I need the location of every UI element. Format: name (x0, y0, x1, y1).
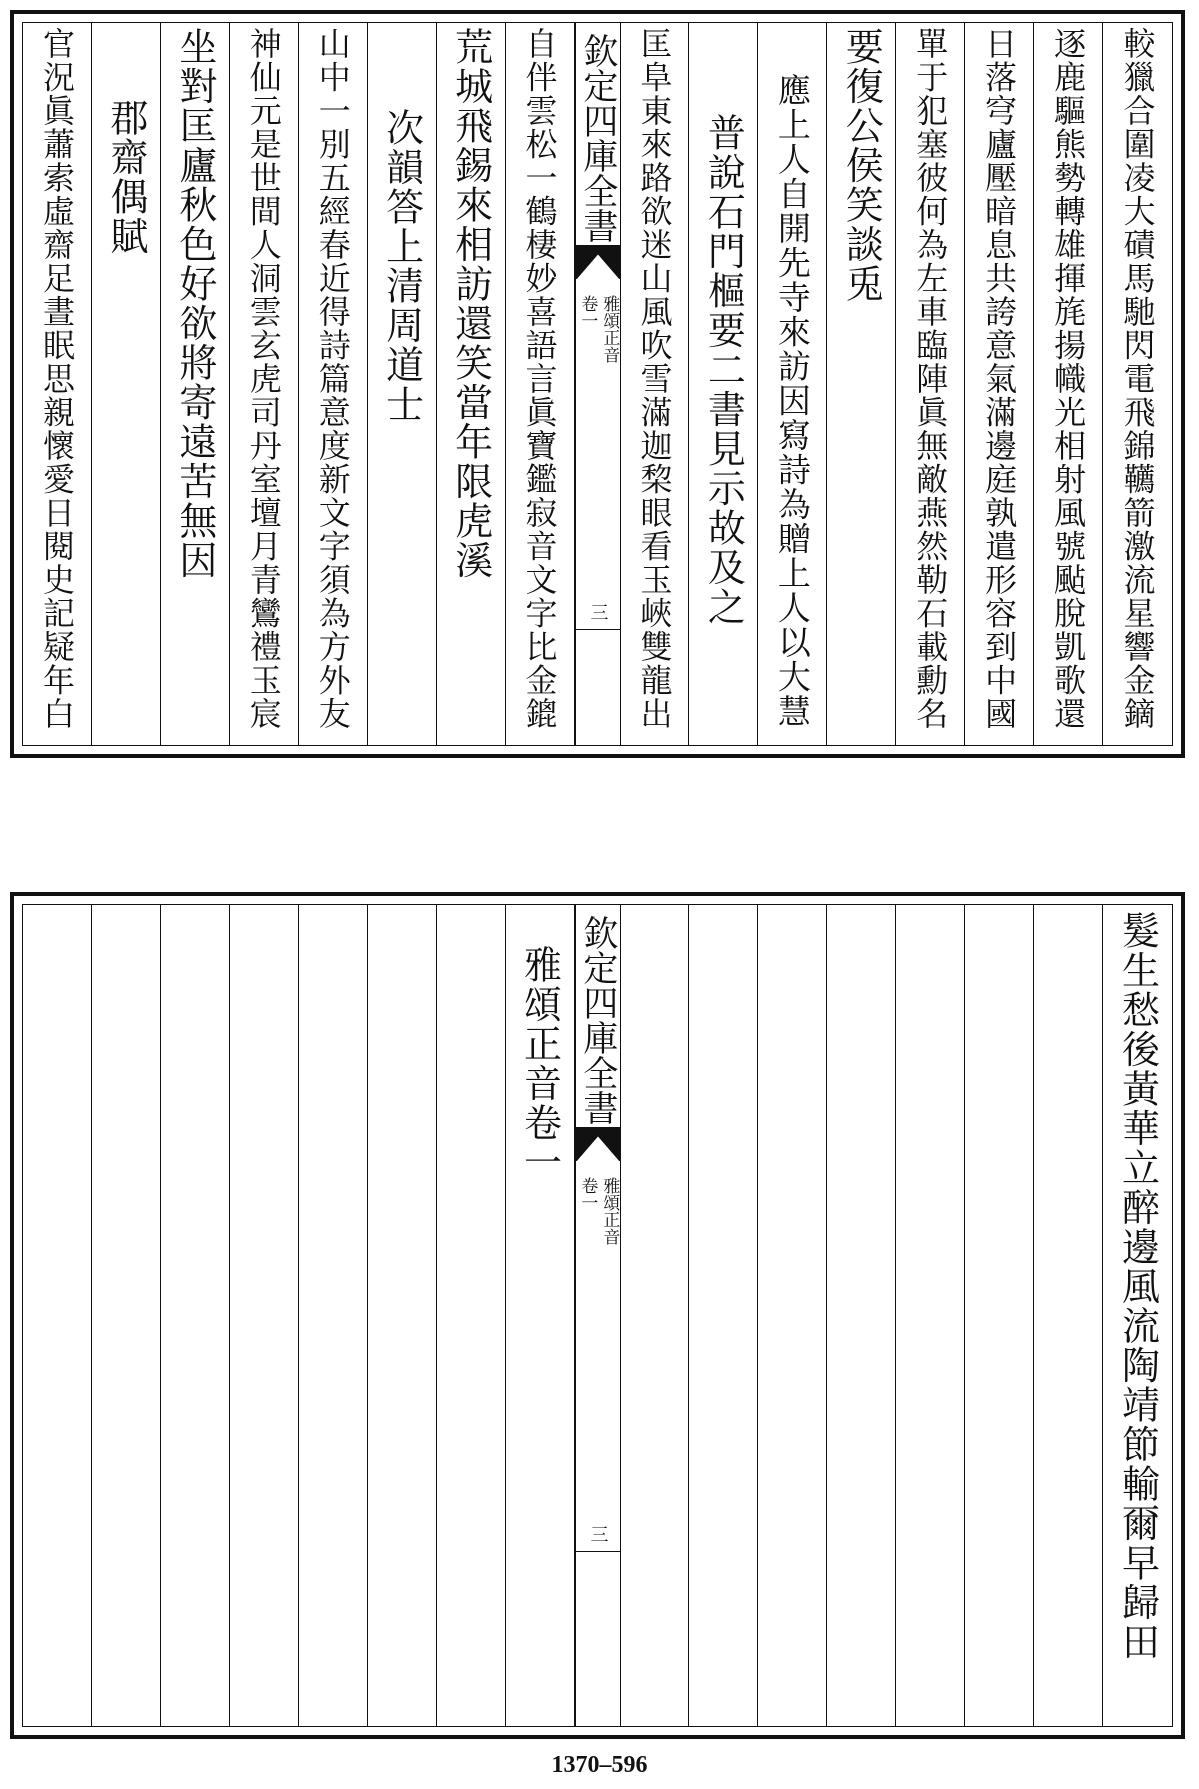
bottom-page (10, 892, 1185, 1739)
column-text: 逐鹿驅熊勢轉雄揮旄揚幟光相射風號颭脫凱歌還 (1049, 27, 1088, 731)
text-column (230, 23, 299, 745)
column-text: 髮生愁後黃華立醉邊風流陶靖節輸爾早歸田 (1115, 911, 1160, 1662)
column-text: 雅頌正音卷一 (517, 945, 562, 1182)
top-page-frame (22, 22, 1173, 746)
text-column (437, 905, 506, 1726)
column-text: 應上人自開先寺來訪因寫詩為贈上人以大慧 (772, 73, 812, 729)
text-column (92, 905, 161, 1726)
text-column (1034, 905, 1103, 1726)
center-fold-block (575, 905, 621, 1726)
text-column (299, 23, 368, 745)
collection-title: 欽定四庫全書 (577, 33, 618, 243)
text-column (758, 905, 827, 1726)
column-text: 普說石門樞要二書見示故及之 (701, 113, 746, 627)
text-column (161, 905, 230, 1726)
text-column (299, 905, 368, 1726)
text-column (621, 905, 690, 1726)
column-text: 自伴雲松一鶴棲妙喜語言眞寶鑑寂音文字比金鎞 (520, 27, 559, 731)
text-column (230, 905, 299, 1726)
text-column (506, 23, 575, 745)
book-name: 雅頌正音 (599, 1177, 620, 1245)
column-text: 郡齋偶賦 (103, 98, 148, 256)
volume-label: 卷一 (577, 1177, 598, 1211)
column-text: 次韻答上清周道士 (379, 108, 424, 424)
text-column (621, 23, 690, 745)
text-column (827, 23, 896, 745)
text-column (827, 905, 896, 1726)
column-text: 官況眞蕭索虛齋足晝眠思親懷愛日閱史記疑年白 (37, 27, 76, 731)
fish-tail-mark-icon (576, 1127, 620, 1161)
top-page (10, 10, 1185, 758)
column-text: 坐對匡廬秋色好欲將寄遠苦無因 (172, 27, 217, 580)
column-text: 單于犯塞彼何為左車臨陣眞無敵燕然勒石載勳名 (911, 27, 950, 731)
text-column (689, 23, 758, 745)
text-column (161, 23, 230, 745)
book-name: 雅頌正音 (599, 295, 620, 363)
bottom-page-frame (22, 904, 1173, 1727)
column-text: 日落穹廬壓暗息共誇意氣滿邊庭孰遣形容到中國 (980, 27, 1019, 731)
text-column (368, 23, 437, 745)
text-column (965, 23, 1034, 745)
leaf-number-rule (576, 629, 620, 630)
text-column (437, 23, 506, 745)
text-column (1103, 23, 1172, 745)
text-column (368, 905, 437, 1726)
leaf-number-rule (576, 1551, 620, 1552)
text-column (689, 905, 758, 1726)
leaf-number: 三 (587, 603, 609, 621)
text-column (23, 23, 92, 745)
column-text: 荒城飛錫來相訪還笑當年限虎溪 (448, 27, 493, 580)
text-column (896, 905, 965, 1726)
fish-tail-mark-icon (576, 245, 620, 279)
text-column (92, 23, 161, 745)
collection-title: 欽定四庫全書 (577, 915, 618, 1125)
text-column (506, 905, 575, 1726)
column-text: 要復公侯笑談兎 (839, 27, 884, 304)
column-text: 神仙元是世間人洞雲玄虎司丹室壇月青鸞禮玉宸 (244, 27, 283, 731)
column-text: 匡阜東來路欲迷山風吹雪滿迦棃眼看玉峽雙龍出 (635, 27, 674, 731)
leaf-number: 三 (587, 1525, 609, 1543)
text-column (1034, 23, 1103, 745)
volume-label: 卷一 (577, 295, 598, 329)
column-text: 較獵合圍凌大磧馬馳閃電飛錦韉箭激流星響金鏑 (1118, 27, 1157, 731)
column-text: 山中一別五經春近得詩篇意度新文字須為方外友 (313, 27, 352, 731)
page-footer-number: 1370–596 (551, 1752, 648, 1778)
text-column (758, 23, 827, 745)
center-fold-block (575, 23, 621, 745)
text-column (896, 23, 965, 745)
text-column (965, 905, 1034, 1726)
text-column (1103, 905, 1172, 1726)
text-column (23, 905, 92, 1726)
